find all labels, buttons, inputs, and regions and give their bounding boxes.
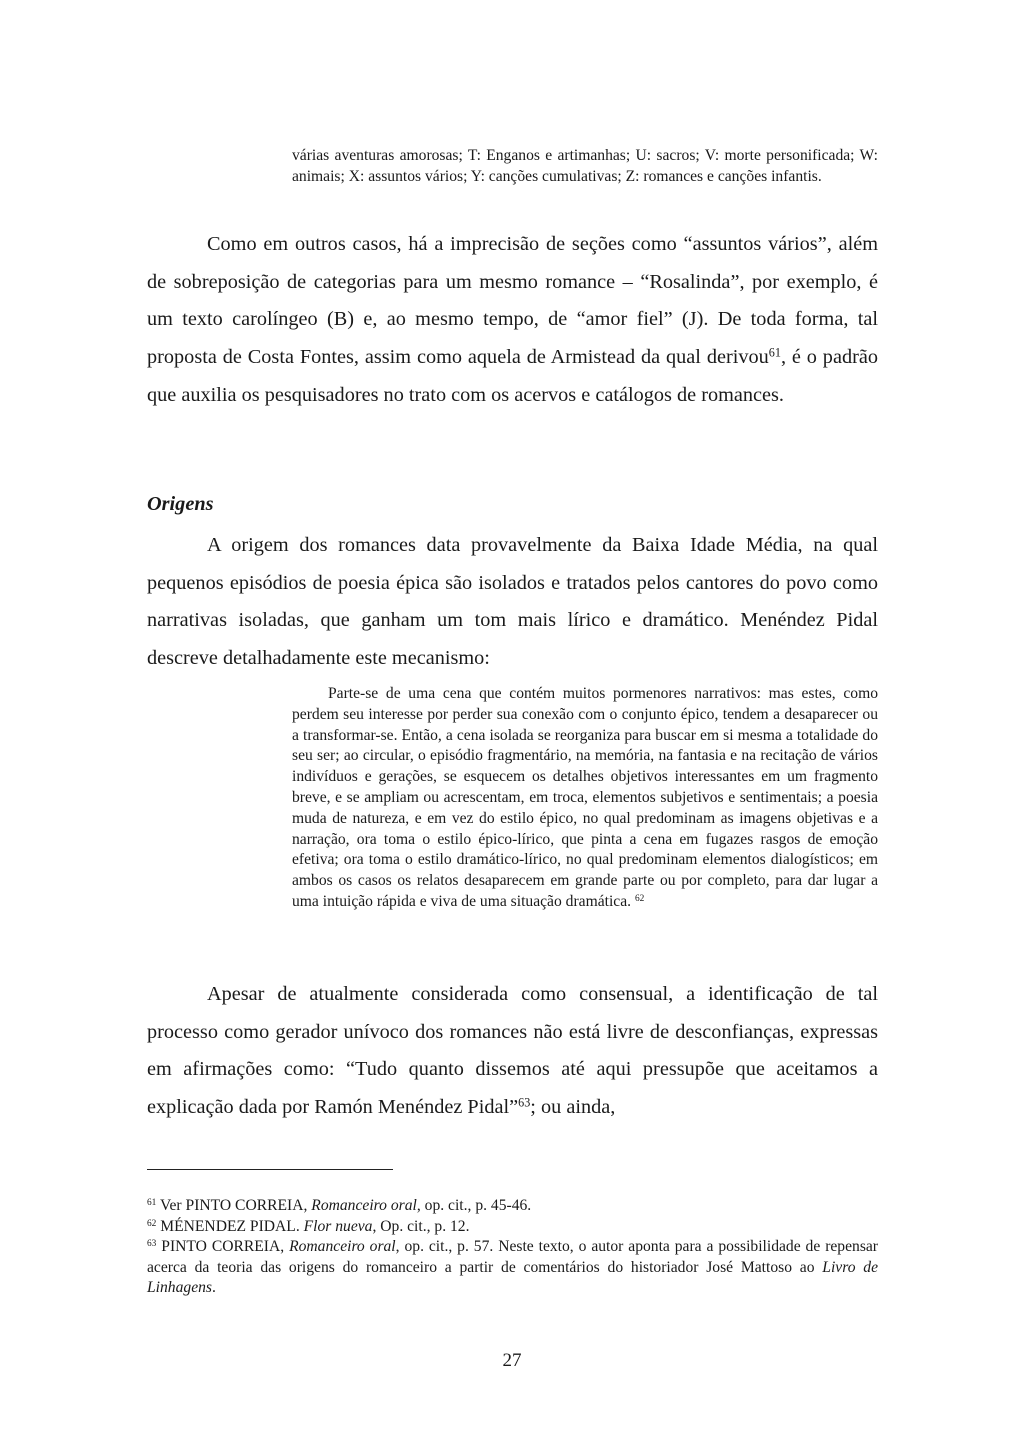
top-quote-continuation xyxy=(292,146,878,188)
footnote-text: , Op. cit., p. 12. xyxy=(372,1217,470,1235)
section-heading: Origens xyxy=(147,493,214,515)
footnotes xyxy=(147,1196,878,1299)
footnote-text: , op. cit., p. 57. Neste texto, o autor aponta para a possibilidade de repensar acerca da teoria das origens do romanceiro a partir de comentários do historiador José Mattoso ao xyxy=(147,1238,879,1276)
paragraph-text: A origem dos romances data provavelmente da Baixa Idade Média, na qual pequenos episódios de poesia épica são isolados e tratados pelos cantores do povo como narrativas isoladas, que ganham um tom mais lírico e dramático. Menéndez Pidal descreve detalhadamente este mecanismo: xyxy=(147,534,878,670)
paragraph-text: Apesar de atualmente considerada como consensual, a identificação de tal processo como gerador unívoco dos romances não está livre de desconfianças, expressas em afirmações como: “Tudo quanto dissemos até aqui pressupõe que aceitamos a explicação dada por Ramón Menéndez Pidal” xyxy=(147,983,878,1119)
paragraph-text: Como em outros casos, há a imprecisão de seções como “assuntos vários”, além de sobreposição de categorias para um mesmo romance – “Rosalinda”, por exemplo, é um texto carolíngeo (B) e, ao mesmo tempo, de “amor fiel” (J). De toda forma, tal proposta de Costa Fontes, assim como aquela de Armistead da qual derivou xyxy=(147,233,878,369)
paragraph-text: ; ou ainda, xyxy=(530,1096,616,1119)
block-quote xyxy=(292,684,878,913)
footnote-62 xyxy=(147,1217,878,1238)
footnote-title: Livro de Linhagens xyxy=(147,1258,878,1297)
page-number: 27 xyxy=(502,1350,522,1371)
paragraph-categories xyxy=(147,226,878,415)
footnote-text: Ver PINTO CORREIA, xyxy=(156,1197,312,1214)
footnote-title: Romanceiro oral xyxy=(311,1197,417,1214)
top-quote-text: várias aventuras amorosas; T: Enganos e artimanhas; U: sacros; V: morte personificada; W: animais; X: assuntos vários; Y: canções cumulativas; Z: romances e canções infantis. xyxy=(292,147,878,185)
footnote-title: Romanceiro oral xyxy=(289,1238,396,1256)
paragraph-origins xyxy=(147,527,878,678)
footnote-ref-61[interactable]: 61 xyxy=(768,345,781,360)
footnote-text: PINTO CORREIA, xyxy=(156,1238,290,1256)
footnote-number: 62 xyxy=(147,1218,157,1229)
footnote-text: , op. cit., p. 45-46. xyxy=(416,1197,532,1214)
footnote-63 xyxy=(147,1237,878,1299)
block-quote-text: Parte-se de uma cena que contém muitos pormenores narrativos: mas estes, como perdem seu interesse por perder sua conexão com o conjunto épico, tendem a desaparecer ou a transformar-se. Então, a cena isolada se reorganiza para buscar em si mesma a totalidade do seu ser; ao circular, o episódio fragmentário, na memória, na fantasia e na recitação de vários indivíduos e gerações, se esquecem os detalhes objetivos interessantes em um fragmento breve, e se ampliam ou acrescentam, em troca, elementos subjetivos e sentimentais; a poesia muda de natureza, e em vez do estilo épico, no qual predominam as imagens objetivas e a narração, ora toma o estilo épico-lírico, que pinta a cena em fugazes rasgos de emoção efetiva; ora toma o estilo dramático-lírico, no qual predominam elementos dialogísticos; em ambos os casos os relatos desaparecem em grande parte ou por completo, para dar lugar a uma intuição rápida e viva de uma situação dramática. xyxy=(292,685,878,910)
footnote-ref-62[interactable]: 62 xyxy=(634,893,645,904)
footnote-title: Flor nueva xyxy=(303,1217,373,1235)
footnote-ref-63[interactable]: 63 xyxy=(518,1095,531,1110)
footnote-number: 61 xyxy=(147,1197,157,1208)
paragraph-text: , é o padrão que auxilia os pesquisadores no trato com os acervos e catálogos de romances. xyxy=(147,346,878,406)
paragraph-consensus xyxy=(147,976,878,1127)
footnote-text: . xyxy=(211,1279,216,1297)
footnote-separator xyxy=(147,1169,393,1170)
footnote-number: 63 xyxy=(147,1239,157,1250)
footnote-61 xyxy=(147,1196,878,1217)
footnote-text: MÉNENDEZ PIDAL. xyxy=(156,1217,304,1235)
